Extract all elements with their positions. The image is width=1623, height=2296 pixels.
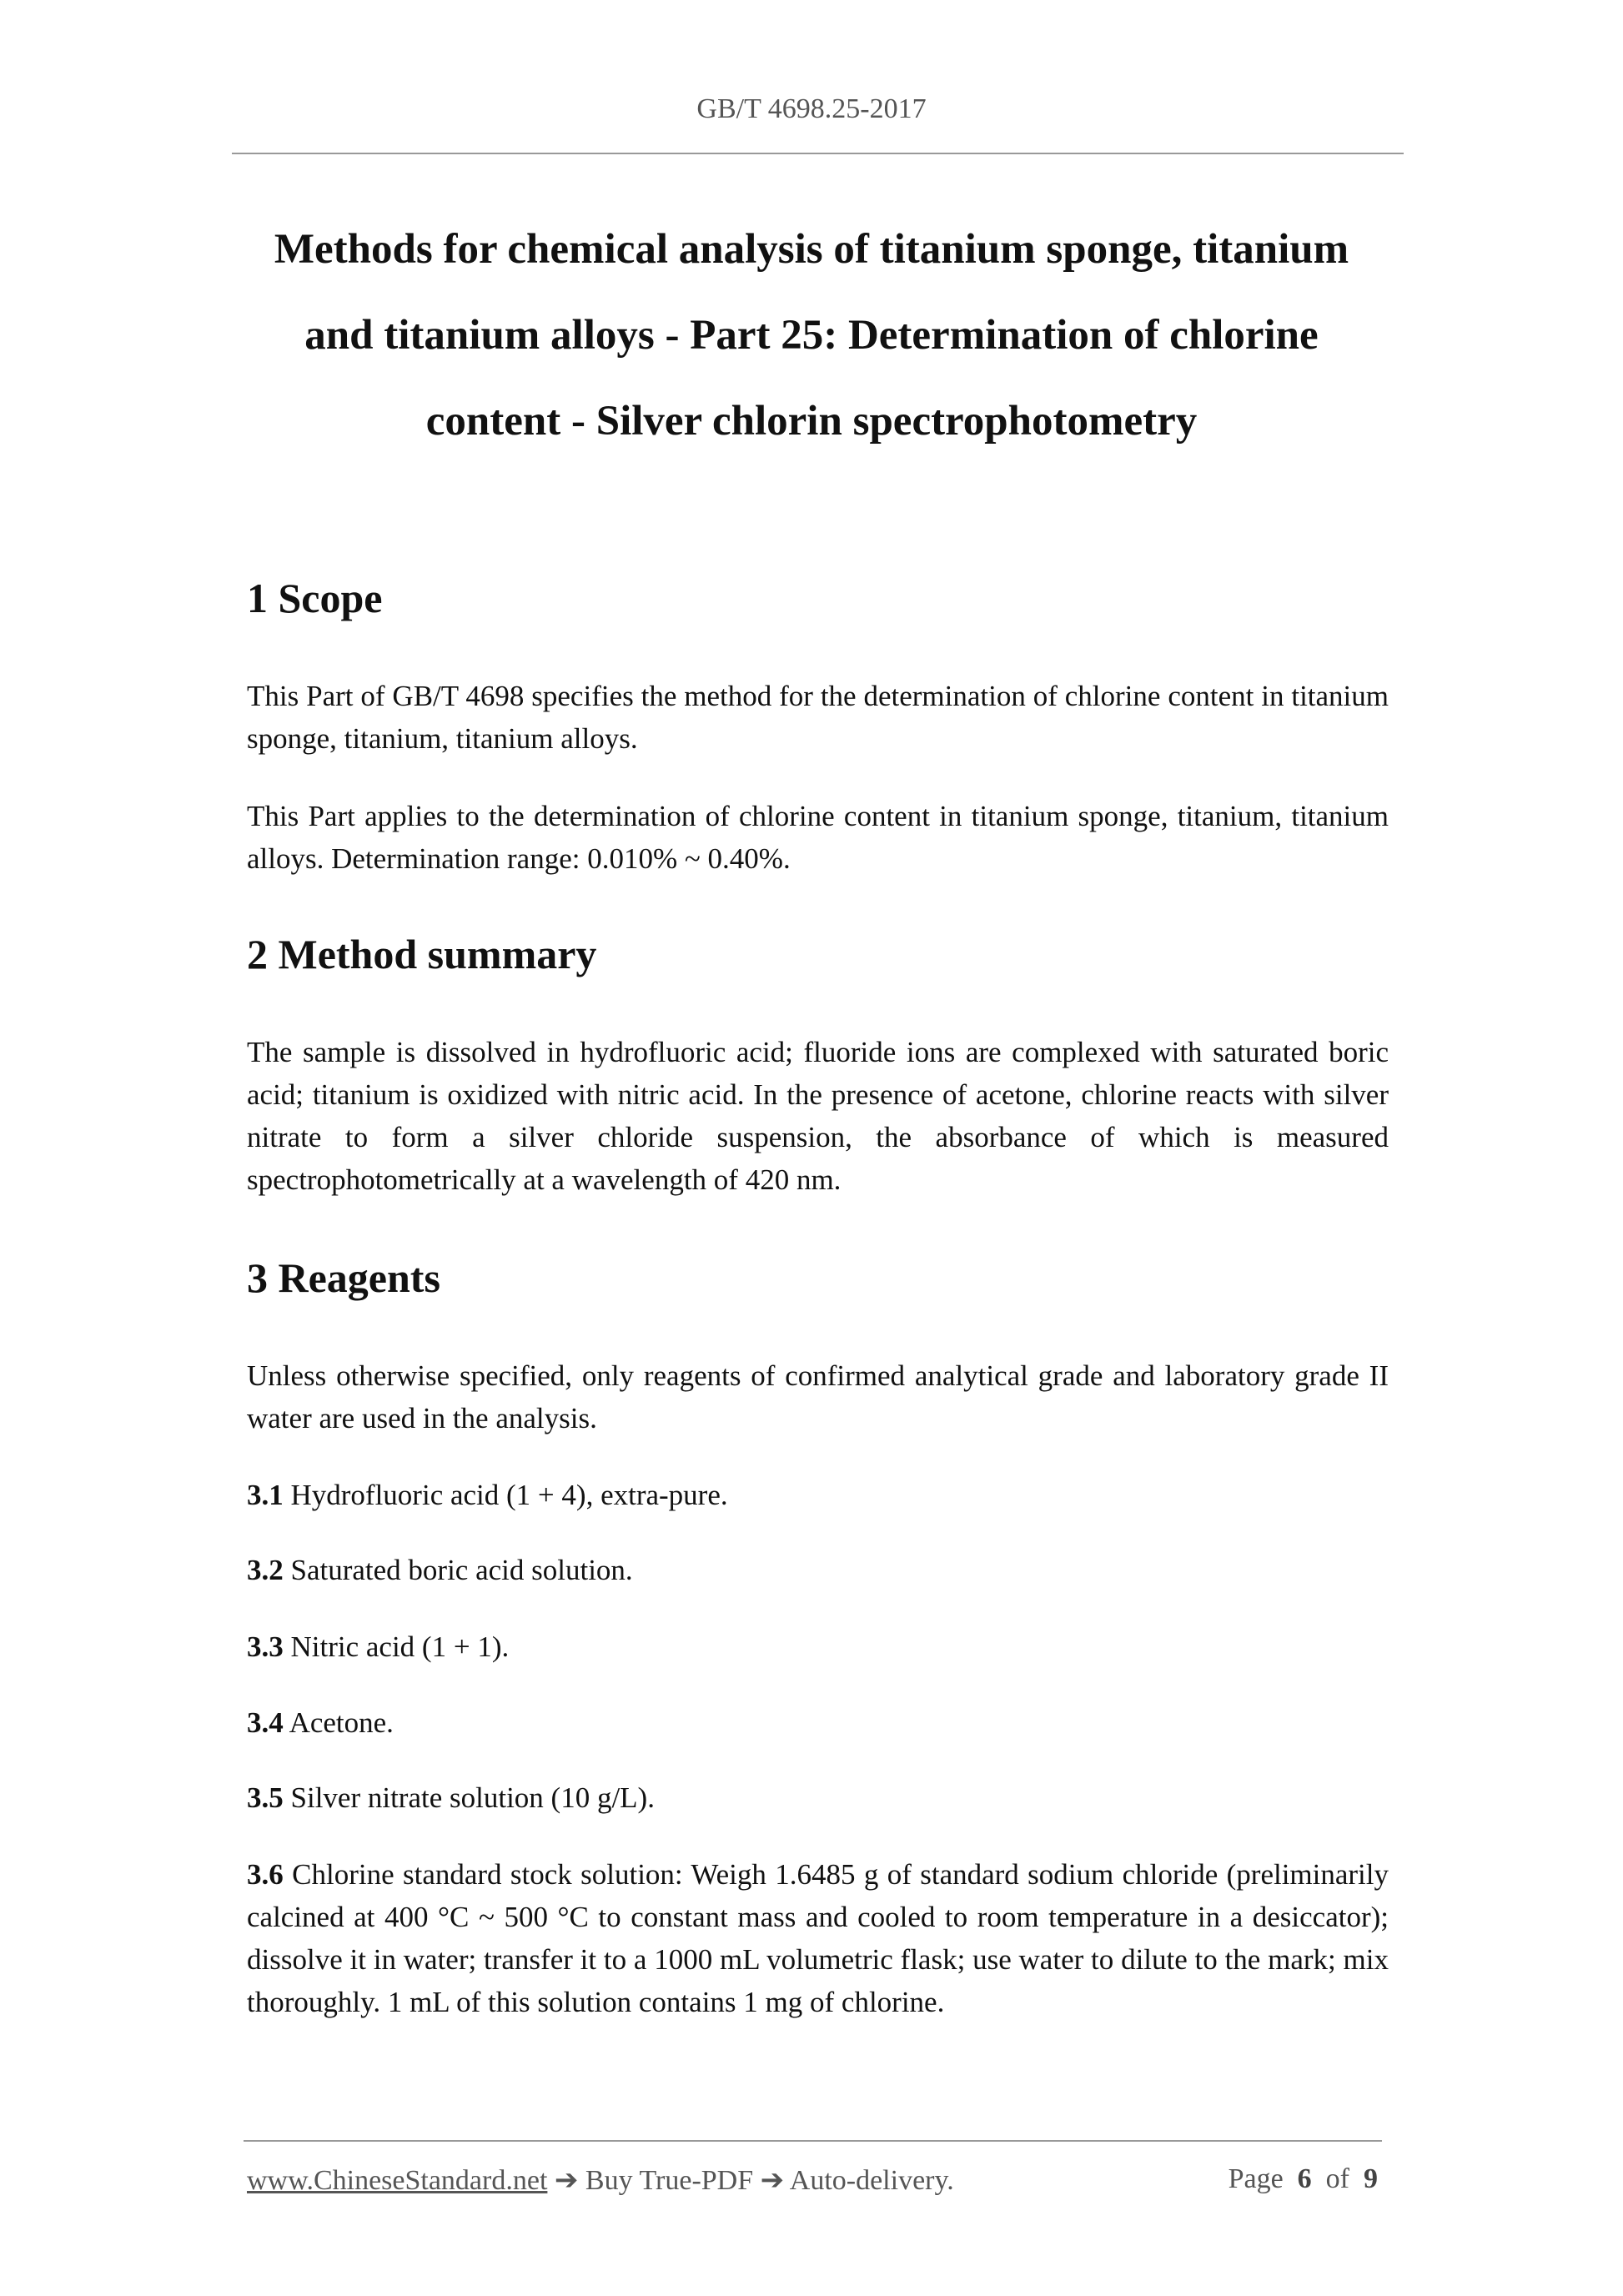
total-pages: 9 — [1364, 2163, 1378, 2194]
item-text: Saturated boric acid solution. — [290, 1554, 633, 1586]
page-number — [1229, 2163, 1378, 2195]
item-number: 3.6 — [247, 1858, 284, 1891]
website-link[interactable]: www.ChineseStandard.net — [247, 2165, 548, 2196]
title-line: and titanium alloys - Part 25: Determination of chlorine — [304, 312, 1319, 359]
item-text: Chlorine standard stock solution: Weigh 1.6485 g of standard sodium chloride (preliminarily calcined at 400 °C ~ 500 °C to constant mass and cooled to room temperature in a desiccator); dissolve it in water; transfer it to a 1000 mL volumetric flask; use water to dilute to the mark; mix thoroughly. 1 mL of this solution contains 1 mg of chlorine. — [247, 1858, 1389, 2018]
page-label: Page — [1228, 2163, 1284, 2194]
arrow-right-icon: ➔ — [760, 2165, 785, 2196]
reagent-item — [247, 1549, 1389, 1591]
section-heading-method-summary: 2 Method summary — [247, 931, 597, 977]
item-text: Hydrofluoric acid (1 + 4), extra-pure. — [290, 1479, 728, 1511]
current-page: 6 — [1297, 2163, 1312, 2194]
of-label: of — [1325, 2163, 1349, 2194]
item-number: 3.1 — [247, 1479, 284, 1511]
reagent-item — [247, 1625, 1389, 1668]
title-line: Methods for chemical analysis of titanium sponge, titanium — [274, 226, 1349, 273]
reagent-item — [247, 1474, 1389, 1516]
buy-pdf-text: Buy True-PDF — [585, 2165, 754, 2196]
section-heading-scope: 1 Scope — [247, 575, 383, 621]
reagent-item — [247, 1776, 1389, 1819]
paragraph: This Part applies to the determination of chlorine content in titanium sponge, titanium, titanium alloys. Determination range: 0.010% ~ 0.40%. — [247, 800, 1389, 875]
header-divider — [232, 153, 1404, 154]
document-title — [200, 207, 1423, 465]
paragraph: The sample is dissolved in hydrofluoric acid; fluoride ions are complexed with saturated boric acid; titanium is oxidized with nitric acid. In the presence of acetone, chlorine reacts with silver nitrate to form a silver chloride suspension, the absorbance of which is measured spectrophotometrically at a wavelength of 420 nm. — [247, 1036, 1389, 1196]
item-number: 3.3 — [247, 1630, 284, 1663]
title-line: content - Silver chlorin spectrophotometry — [425, 398, 1198, 445]
item-number: 3.4 — [247, 1706, 284, 1739]
item-text: Silver nitrate solution (10 g/L). — [290, 1781, 655, 1814]
reagent-item — [247, 1853, 1389, 2023]
arrow-right-icon: ➔ — [554, 2165, 579, 2196]
item-number: 3.5 — [247, 1781, 284, 1814]
footer-promo — [247, 2163, 954, 2197]
item-number: 3.2 — [247, 1554, 284, 1586]
item-text: Acetone. — [289, 1706, 394, 1739]
reagent-item — [247, 1701, 1389, 1744]
paragraph: Unless otherwise specified, only reagents of confirmed analytical grade and laboratory grade II water are used in the analysis. — [247, 1359, 1389, 1434]
item-text: Nitric acid (1 + 1). — [290, 1630, 510, 1663]
auto-delivery-text: Auto-delivery. — [789, 2165, 954, 2196]
paragraph: This Part of GB/T 4698 specifies the method for the determination of chlorine content in titanium sponge, titanium, titanium alloys. — [247, 680, 1389, 755]
footer-divider — [244, 2140, 1382, 2142]
section-heading-reagents: 3 Reagents — [247, 1254, 440, 1301]
document-code-header: GB/T 4698.25-2017 — [696, 93, 927, 124]
